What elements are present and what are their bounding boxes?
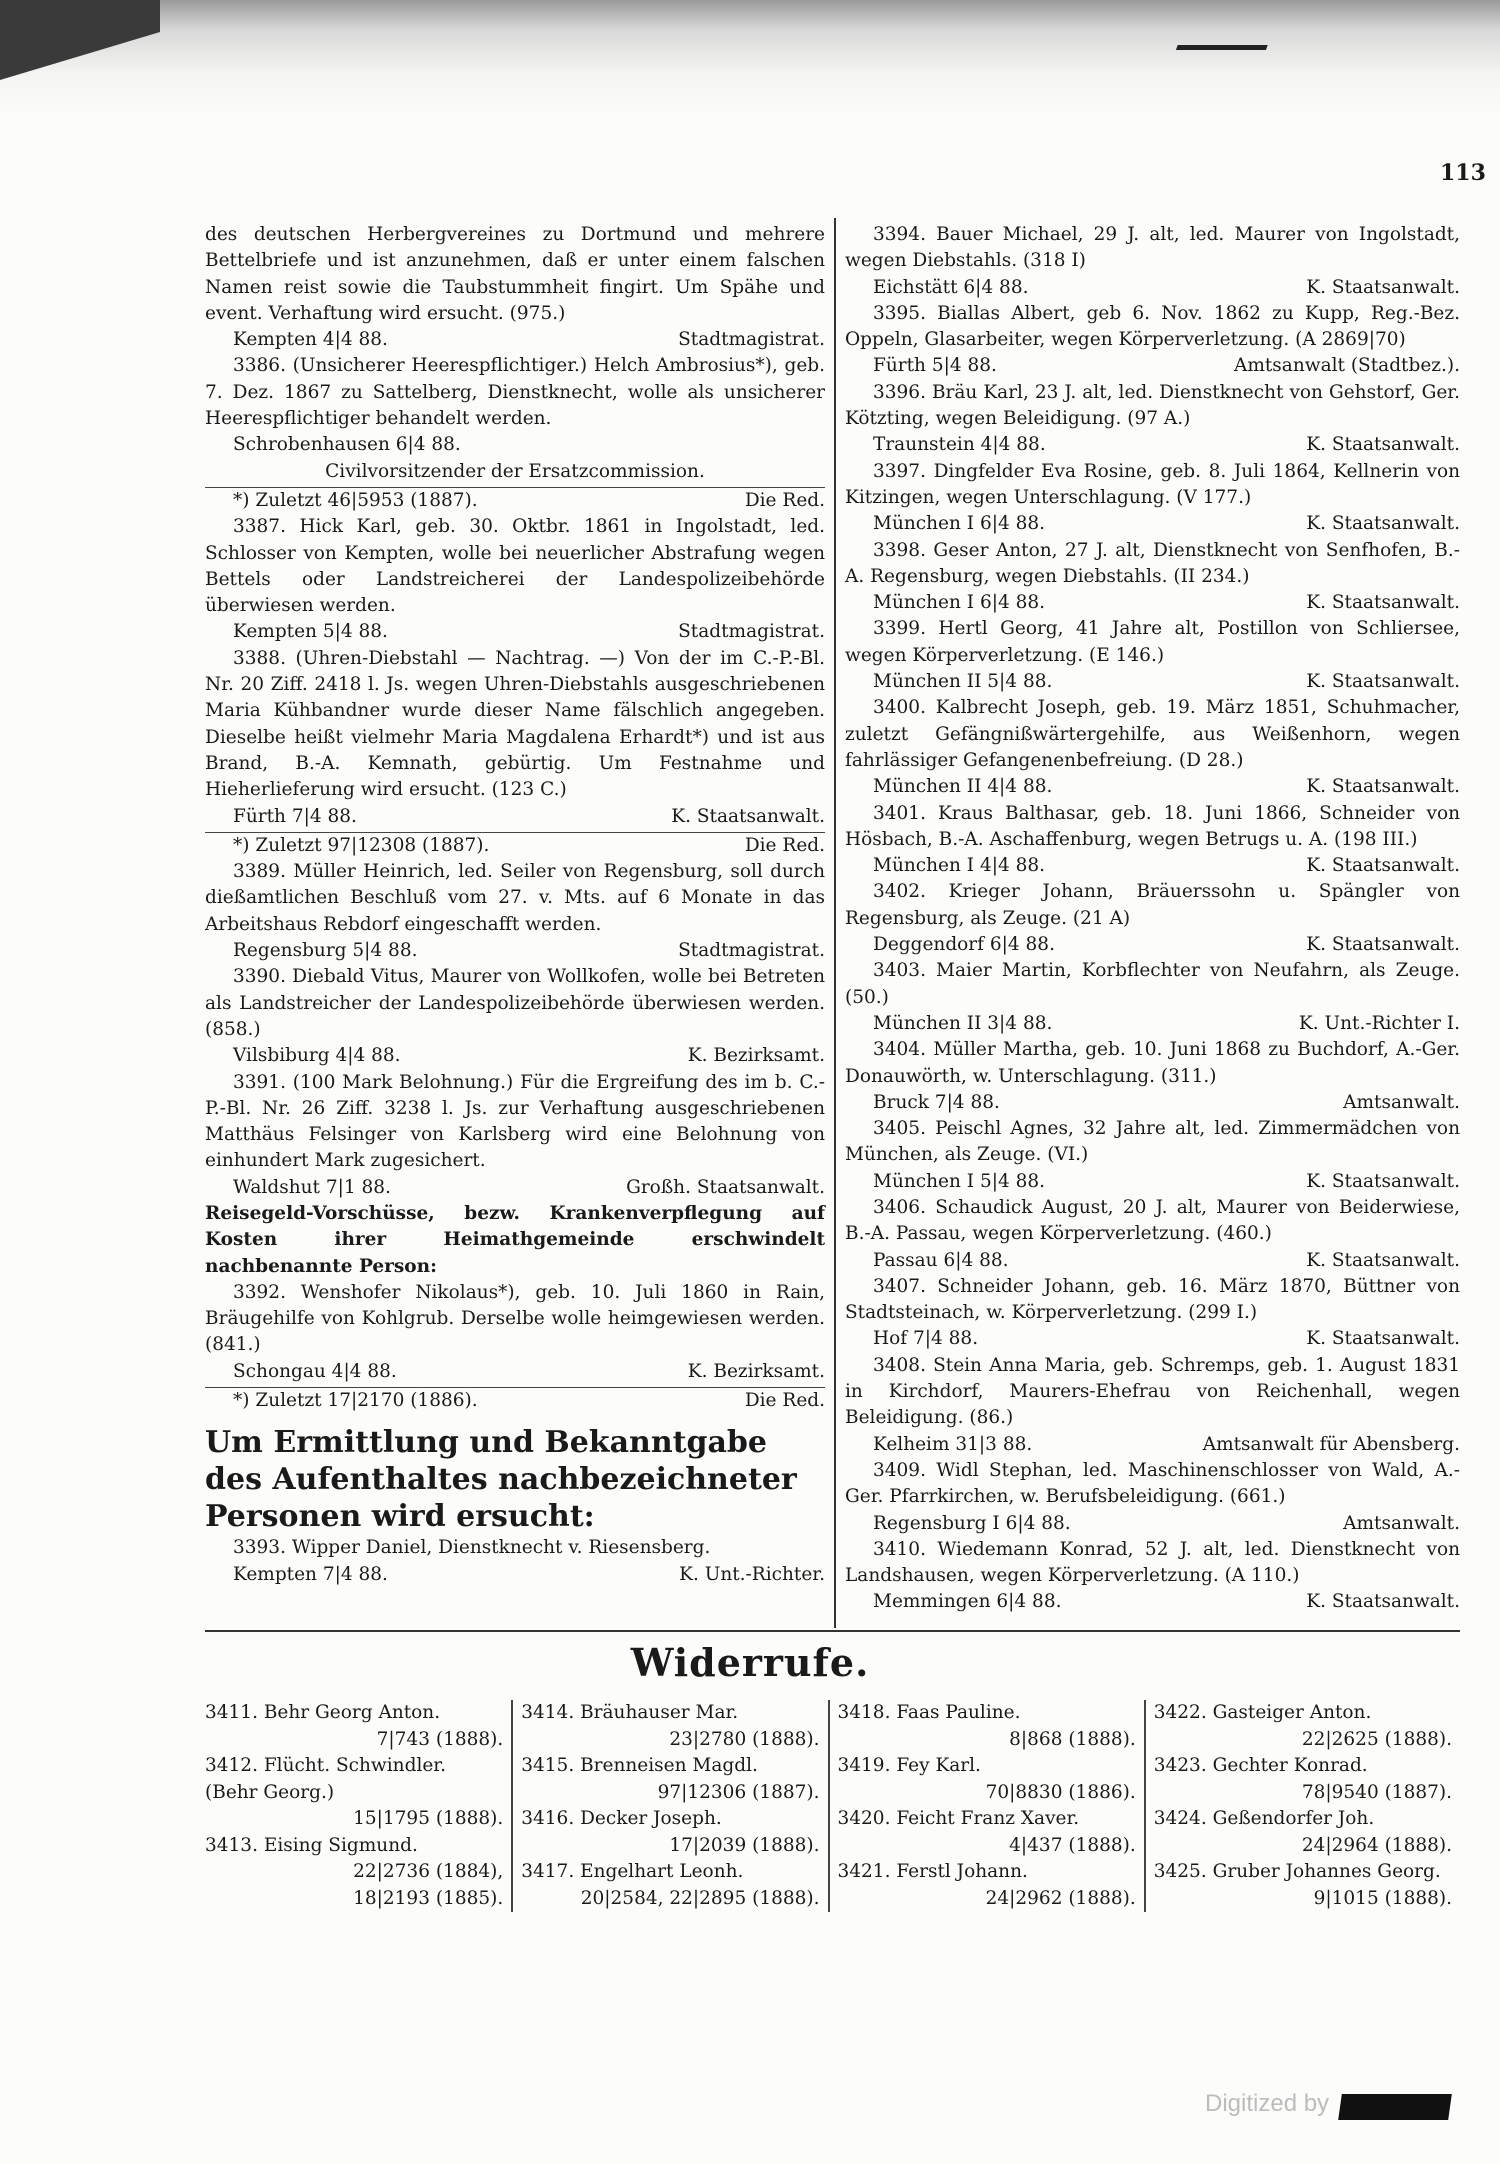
place-date: Memmingen 6|4 88. <box>873 1591 1062 1613</box>
revocation-entry <box>1154 1700 1452 1753</box>
notice-entry: 3386. (Unsicherer Heerespflichtiger.) Helch Ambrosius*), geb. 7. Dez. 1867 zu Sattelberg, Dienstknecht, wolle als unsicherer Heerespflichtiger behandelt werden. <box>205 355 825 430</box>
notice-entry: 3409. Widl Stephan, led. Maschinenschlosser von Wald, A.-Ger. Pfarrkirchen, w. Berufsbeleidigung. (661.) <box>845 1459 1460 1508</box>
place-date: Kempten 7|4 88. <box>233 1563 388 1585</box>
notice-entry: 3400. Kalbrecht Joseph, geb. 19. März 1851, Schuhmacher, zuletzt Gefängnißwärtergehilfe, aus Weißenhorn, wegen fahrlässiger Gefangenenbefreiung. (D 28.) <box>845 697 1460 771</box>
footnote-editor: Die Red. <box>744 489 825 511</box>
issuing-authority: Amtsanwalt (Stadtbez.). <box>1233 355 1460 377</box>
revocation-reference: 23|2780 (1888). <box>669 1728 820 1750</box>
revocation-entry <box>838 1700 1136 1753</box>
notice-entry: 3403. Maier Martin, Korbflechter von Neufahrn, als Zeuge. (50.) <box>845 960 1460 1008</box>
revocation-reference: 7|743 (1888). <box>376 1728 504 1750</box>
place-date: Fürth 7|4 88. <box>233 805 357 827</box>
signature-line <box>205 619 825 645</box>
issuing-authority: K. Staatsanwalt. <box>1306 592 1460 614</box>
footnote-ref: *) Zuletzt 46|5953 (1887). <box>233 489 478 511</box>
footnote-editor: Die Red. <box>744 1390 825 1412</box>
signature-line <box>845 511 1460 537</box>
notice-entry: 3390. Diebald Vitus, Maurer von Wollkofen, wolle bei Betreten als Landstreicher der Landespolizeibehörde überwiesen werden. (858.) <box>205 966 825 1040</box>
section-subheading: Reisegeld-Vorschüsse, bezw. Krankenverpflegung auf Kosten ihrer Heimathgemeinde erschwindelt nachbenannte Person: <box>205 1202 825 1277</box>
issuing-authority: K. Staatsanwalt. <box>1306 855 1460 877</box>
notice-entry: 3410. Wiedemann Konrad, 52 J. alt, led. Dienstknecht von Landshausen, wegen Körperverletzung. (A 110.) <box>845 1538 1460 1587</box>
section-heading: Um Ermittlung und Bekanntgabe des Aufenthaltes nachbezeichneter Personen wird ersucht: <box>205 1425 797 1535</box>
revocation-name: 3425. Gruber Johannes Georg. <box>1153 1861 1441 1882</box>
revocation-entry <box>838 1859 1136 1912</box>
revocation-entry <box>521 1859 819 1912</box>
revocation-reference: 24|2964 (1888). <box>1301 1834 1452 1856</box>
signature-authority: Civilvorsitzender der Ersatzcommission. <box>325 460 705 482</box>
revocation-column <box>511 1700 827 1912</box>
revocation-name: 3424. Geßendorfer Joh. <box>1153 1808 1375 1829</box>
paragraph: des deutschen Herbergvereines zu Dortmund und mehrere Bettelbriefe und ist anzunehmen, daß er unter einem falschen Namen reist sowie die Taubstummheit fingirt. Um Spähe und event. Verhaftung wird ersucht. (975.) <box>205 224 825 324</box>
signature-line <box>205 1359 825 1385</box>
revocations-table <box>205 1700 1460 1912</box>
signature-line <box>845 590 1460 616</box>
revocation-name: 3418. Faas Pauline. <box>837 1702 1021 1723</box>
place-date: Kempten 4|4 88. <box>233 329 388 351</box>
revocation-reference: 97|12306 (1887). <box>657 1781 820 1803</box>
place-date: Hof 7|4 88. <box>873 1328 979 1350</box>
signature-line <box>205 1562 825 1588</box>
notice-entry: 3399. Hertl Georg, 41 Jahre alt, Postillon von Schliersee, wegen Körperverletzung. (E 146.) <box>845 618 1460 666</box>
issuing-authority: Amtsanwalt für Abensberg. <box>1202 1433 1460 1455</box>
revocation-entry <box>521 1700 819 1753</box>
place-date: Eichstätt 6|4 88. <box>873 276 1029 298</box>
revocation-name: 3412. Flücht. Schwindler. (Behr Georg.) <box>205 1755 446 1803</box>
issuing-authority: K. Staatsanwalt. <box>1306 513 1460 535</box>
column-divider <box>834 218 836 1628</box>
place-date: Regensburg I 6|4 88. <box>873 1512 1071 1534</box>
revocation-reference: 4|437 (1888). <box>1009 1834 1136 1856</box>
issuing-authority: K. Staatsanwalt. <box>1306 276 1460 298</box>
place-date: Bruck 7|4 88. <box>873 1091 1000 1113</box>
place-date: Schongau 4|4 88. <box>233 1360 397 1382</box>
revocation-name: 3423. Gechter Konrad. <box>1153 1755 1368 1776</box>
revocation-name: 3420. Feicht Franz Xaver. <box>837 1808 1080 1829</box>
notice-entry: 3404. Müller Martha, geb. 10. Juni 1868 zu Buchdorf, A.-Ger. Donauwörth, w. Unterschlagung. (311.) <box>845 1039 1460 1087</box>
signature-line <box>845 353 1460 379</box>
signature-line <box>205 1175 825 1201</box>
issuing-authority: K. Unt.-Richter I. <box>1298 1012 1460 1034</box>
revocation-reference: 17|2039 (1888). <box>669 1834 820 1856</box>
footnote-line <box>205 1387 825 1414</box>
footnote-editor: Die Red. <box>744 834 825 856</box>
right-column <box>845 222 1460 1616</box>
notice-entry: 3406. Schaudick August, 20 J. alt, Maurer von Beiderwiese, B.-A. Passau, wegen Körperverletzung. (460.) <box>845 1196 1460 1245</box>
signature-line <box>205 1043 825 1069</box>
revocation-reference: 22|2736 (1884), <box>353 1861 504 1882</box>
place-date: Traunstein 4|4 88. <box>873 434 1046 456</box>
left-column <box>205 222 825 1588</box>
revocation-entry <box>205 1753 503 1833</box>
issuing-authority: Amtsanwalt. <box>1343 1091 1460 1113</box>
notice-entry: 3396. Bräu Karl, 23 J. alt, led. Dienstknecht von Gehstorf, Ger. Kötzting, wegen Beleidigung. (97 A.) <box>845 381 1460 430</box>
place-date: Passau 6|4 88. <box>873 1249 1009 1271</box>
revocation-name: 3417. Engelhart Leonh. <box>521 1861 744 1882</box>
issuing-authority: K. Staatsanwalt. <box>1306 434 1460 456</box>
place-date: Waldshut 7|1 88. <box>233 1176 391 1198</box>
place-date: Kelheim 31|3 88. <box>873 1433 1033 1455</box>
signature-line <box>845 1169 1460 1195</box>
place-date: München I 4|4 88. <box>873 855 1046 877</box>
revocation-reference: 9|1015 (1888). <box>1313 1887 1452 1909</box>
signature-line <box>205 432 825 458</box>
place-date: Vilsbiburg 4|4 88. <box>233 1045 401 1067</box>
revocation-entry <box>1154 1859 1452 1912</box>
signature-line <box>845 1248 1460 1274</box>
signature-line <box>845 669 1460 695</box>
place-date: München I 6|4 88. <box>873 513 1046 535</box>
section-divider <box>205 1630 1460 1632</box>
footnote-line <box>205 832 825 859</box>
revocation-entry <box>838 1806 1136 1859</box>
signature-line <box>845 275 1460 301</box>
revocation-name: 3422. Gasteiger Anton. <box>1153 1702 1372 1723</box>
revocation-column <box>1144 1700 1460 1912</box>
notice-entry: 3393. Wipper Daniel, Dienstknecht v. Riesensberg. <box>233 1537 711 1559</box>
signature-line <box>205 938 825 964</box>
revocation-entry <box>205 1700 503 1753</box>
notice-entry: 3394. Bauer Michael, 29 J. alt, led. Maurer von Ingolstadt, wegen Diebstahls. (318 I) <box>845 224 1460 272</box>
place-date: München I 5|4 88. <box>873 1170 1046 1192</box>
notice-entry: 3401. Kraus Balthasar, geb. 18. Juni 1866, Schneider von Hösbach, B.-A. Aschaffenburg, wegen Betrugs u. A. (198 III.) <box>845 802 1460 850</box>
issuing-authority: Stadtmagistrat. <box>678 621 825 643</box>
footnote-ref: *) Zuletzt 17|2170 (1886). <box>233 1390 478 1412</box>
notice-entry: 3395. Biallas Albert, geb 6. Nov. 1862 zu Kupp, Reg.-Bez. Oppeln, Glasarbeiter, wegen Körperverletzung. (A 2869|70) <box>845 302 1460 351</box>
notice-entry: 3407. Schneider Johann, geb. 16. März 1870, Büttner von Stadtsteinach, w. Körperverletzung. (299 I.) <box>845 1275 1460 1324</box>
issuing-authority: K. Staatsanwalt. <box>1306 671 1460 693</box>
issuing-authority: K. Staatsanwalt. <box>671 805 825 827</box>
issuing-authority: K. Bezirksamt. <box>687 1045 825 1067</box>
issuing-authority: Stadtmagistrat. <box>678 329 825 351</box>
notice-entry: 3405. Peischl Agnes, 32 Jahre alt, led. Zimmermädchen von München, als Zeuge. (VI.) <box>845 1118 1460 1166</box>
signature-line <box>845 1090 1460 1116</box>
place-date: München II 4|4 88. <box>873 776 1053 798</box>
footnote-line <box>205 487 825 514</box>
revocation-name: 3421. Ferstl Johann. <box>837 1861 1028 1882</box>
issuing-authority: Amtsanwalt. <box>1343 1512 1460 1534</box>
notice-entry: 3387. Hick Karl, geb. 30. Oktbr. 1861 in Ingolstadt, led. Schlosser von Kempten, wolle bei neuerlicher Abstrafung wegen Bettels oder Landstreicherei der Landespolizeibehörde überwiesen werden. <box>205 516 825 617</box>
revocation-entry <box>205 1833 503 1913</box>
revocation-reference: 70|8830 (1886). <box>985 1781 1136 1803</box>
revocation-entry <box>1154 1806 1452 1859</box>
signature-line <box>205 804 825 830</box>
signature-line <box>205 327 825 353</box>
signature-line <box>845 1511 1460 1537</box>
signature-line <box>845 1011 1460 1037</box>
page-number: 113 <box>1440 160 1486 186</box>
issuing-authority: K. Unt.-Richter. <box>679 1563 825 1585</box>
place-date: Kempten 5|4 88. <box>233 621 388 643</box>
signature-line <box>845 932 1460 958</box>
revocation-reference: 18|2193 (1885). <box>353 1887 504 1909</box>
notice-entry: 3397. Dingfelder Eva Rosine, geb. 8. Juli 1864, Kellnerin von Kitzingen, wegen Unterschlagung. (V 177.) <box>845 460 1460 508</box>
signature-line <box>845 432 1460 458</box>
digitized-watermark: Digitized by <box>1205 2090 1330 2117</box>
place-date: Schrobenhausen 6|4 88. <box>233 434 461 456</box>
place-date: München II 5|4 88. <box>873 671 1053 693</box>
revocation-reference: 78|9540 (1887). <box>1301 1781 1452 1803</box>
issuing-authority: Stadtmagistrat. <box>678 940 825 962</box>
notice-entry: 3388. (Uhren-Diebstahl — Nachtrag. —) Von der im C.-P.-Bl. Nr. 20 Ziff. 2418 l. Js. wegen Uhren-Diebstahls ausgeschriebenen Maria Kühbandner wurde dieser Name fälschlich angegeben. Dieselbe heißt vielmehr Maria Magdalena Erhardt*) und ist aus Brand, B.-A. Kemnath, gebürtig. Um Festnahme und Hieherlieferung wird ersucht. (123 C.) <box>205 647 825 801</box>
revocation-entry <box>838 1753 1136 1806</box>
signature-line <box>845 774 1460 800</box>
notice-entry: 3391. (100 Mark Belohnung.) Für die Ergreifung des im b. C.-P.-Bl. Nr. 26 Ziff. 3238 l. Js. zur Verhaftung ausgeschriebenen Matthäus Felsinger von Karlsberg wird eine Belohnung von einhundert Mark zugesichert. <box>205 1071 825 1172</box>
issuing-authority: K. Staatsanwalt. <box>1306 1591 1460 1613</box>
footnote-ref: *) Zuletzt 97|12308 (1887). <box>233 834 490 856</box>
revocation-column <box>205 1700 511 1912</box>
revocation-reference: 8|868 (1888). <box>1009 1728 1136 1750</box>
revocation-entry <box>521 1753 819 1806</box>
revocation-name: 3413. Eising Sigmund. <box>205 1834 418 1856</box>
signature-line <box>845 1589 1460 1615</box>
revocation-reference: 20|2584, 22|2895 (1888). <box>580 1887 820 1909</box>
signature-line <box>845 1326 1460 1352</box>
place-date: Regensburg 5|4 88. <box>233 940 418 962</box>
signature-line <box>845 1432 1460 1458</box>
issuing-authority: K. Staatsanwalt. <box>1306 1249 1460 1271</box>
revocation-column <box>828 1700 1144 1912</box>
watermark-logo <box>1338 2094 1452 2120</box>
notice-entry: 3389. Müller Heinrich, led. Seiler von Regensburg, soll durch dießamtlichen Beschluß vom 27. v. Mts. auf 6 Monate in das Arbeitshaus Rebdorf eingeschafft werden. <box>205 861 825 935</box>
notice-entry: 3402. Krieger Johann, Bräuerssohn u. Spängler von Regensburg, als Zeuge. (21 A) <box>845 881 1460 929</box>
revocations-title: Widerrufe. <box>630 1640 870 1685</box>
place-date: München II 3|4 88. <box>873 1012 1053 1034</box>
notice-entry: 3392. Wenshofer Nikolaus*), geb. 10. Juli 1860 in Rain, Bräugehilfe von Kohlgrub. Derselbe wolle heimgewiesen werden. (841.) <box>205 1281 825 1356</box>
revocation-reference: 22|2625 (1888). <box>1301 1728 1452 1750</box>
notice-entry: 3408. Stein Anna Maria, geb. Schremps, geb. 1. August 1831 in Kirchdorf, Maurers-Ehefrau von Reichenhall, wegen Beleidigung. (86.) <box>845 1354 1460 1429</box>
revocation-reference: 24|2962 (1888). <box>985 1887 1136 1909</box>
revocation-entry <box>1154 1753 1452 1806</box>
issuing-authority: K. Staatsanwalt. <box>1306 776 1460 798</box>
issuing-authority: K. Staatsanwalt. <box>1306 1170 1460 1192</box>
issuing-authority: Großh. Staatsanwalt. <box>626 1176 825 1198</box>
issuing-authority: K. Staatsanwalt. <box>1306 1328 1460 1350</box>
issuing-authority: K. Staatsanwalt. <box>1306 934 1460 956</box>
signature-line <box>845 853 1460 879</box>
revocation-name: 3414. Bräuhauser Mar. <box>521 1702 739 1723</box>
place-date: München I 6|4 88. <box>873 592 1046 614</box>
revocation-name: 3411. Behr Georg Anton. <box>205 1702 441 1723</box>
place-date: Fürth 5|4 88. <box>873 355 997 377</box>
notice-entry: 3398. Geser Anton, 27 J. alt, Dienstknecht von Senfhofen, B.-A. Regensburg, wegen Diebstahls. (II 234.) <box>845 539 1460 587</box>
issuing-authority: K. Bezirksamt. <box>687 1360 825 1382</box>
pen-mark <box>1176 0 1284 50</box>
revocation-reference: 15|1795 (1888). <box>353 1808 504 1829</box>
place-date: Deggendorf 6|4 88. <box>873 934 1055 956</box>
revocation-name: 3415. Brenneisen Magdl. <box>521 1755 758 1776</box>
revocation-name: 3419. Fey Karl. <box>837 1755 981 1776</box>
revocation-entry <box>521 1806 819 1859</box>
revocation-name: 3416. Decker Joseph. <box>521 1808 722 1829</box>
